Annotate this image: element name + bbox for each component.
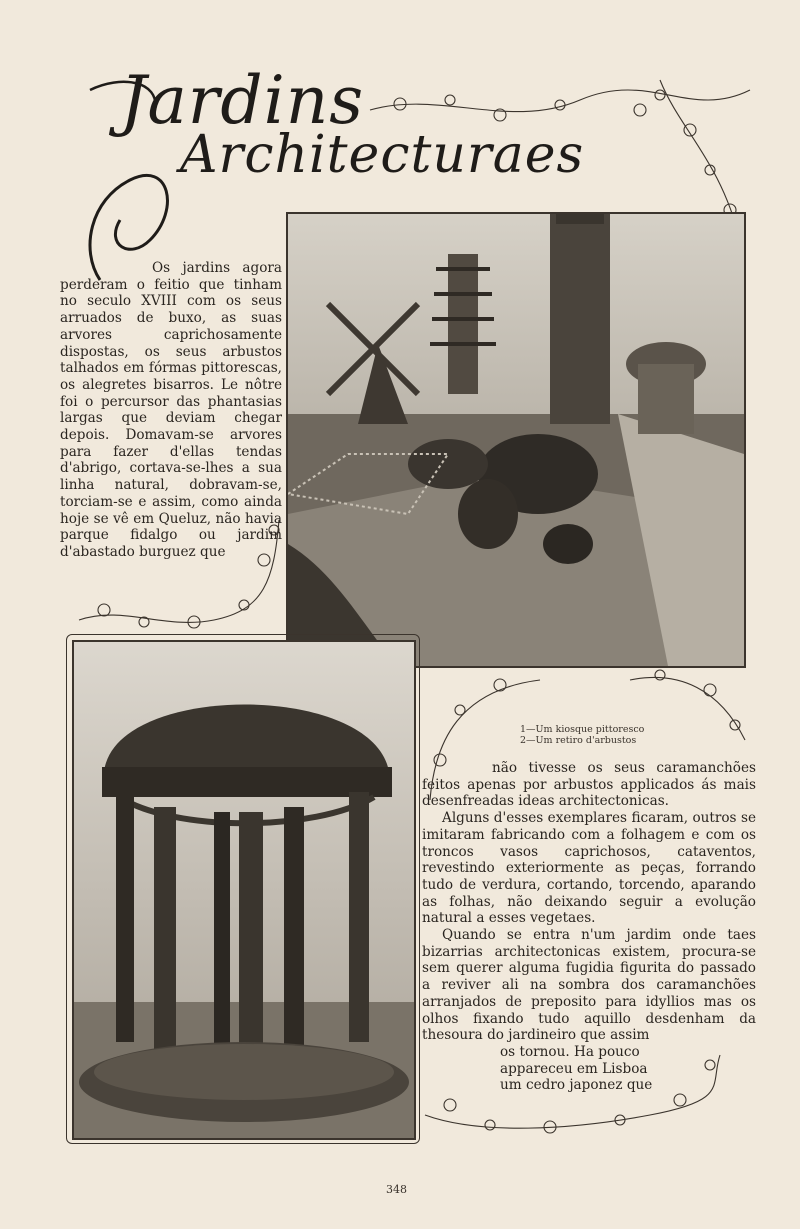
paragraph-3: Quando se entra n'um jardim onde taes bizarrias architectonicas existem, procura-se sem querer alguma fugidia figurita do passado a reviver ali na sombra dos caramanchões arranjados de preposito para idyllios mas os olhos fixando tudo aquillo desdenham da thesoura do jardineiro que assim [422, 927, 756, 1044]
page-number: 348 [386, 1183, 407, 1196]
photo-gazebo [72, 640, 416, 1140]
paragraph-tail-3: um cedro japonez que [500, 1077, 653, 1094]
paragraph-1: não tivesse os seus caramanchões feitos apenas por arbustos applicados ás mais desenfreadas ideas architectonicas. [422, 760, 756, 810]
article-text-right [422, 760, 756, 1094]
topiary-garden-image [288, 214, 744, 666]
paragraph-2: Alguns d'esses exemplares ficaram, outros se imitaram fabricando com a folhagem e com os troncos vasos caprichosos, cataventos, revestindo exteriormente as peças, forrando tudo de verdura, cortando, torcendo, aparando as folhas, não deixando seguir a evolução natural a esses vegetaes. [422, 810, 756, 927]
title-line-1: Jardins [120, 62, 365, 139]
gazebo-image [74, 642, 414, 1138]
caption-line-1: 1—Um kiosque pittoresco [520, 724, 645, 735]
paragraph-tail-2: appareceu em Lisboa [500, 1060, 648, 1077]
photo-caption [520, 724, 710, 746]
article-text-left: Os jardins agora perderam o feitio que tinham no seculo XVIII com os seus arruados de buxo, as suas arvores caprichosamente dispostas, os seus arbustos talhados em fórmas pittorescas, os alegretes bisarros. Le nôtre foi o percursor das phantasias largas que deviam chegar depois. Domavam-se arvores para fazer d'ellas tendas d'abrigo, cortava-se-lhes a sua linha natural, dobravam-se, torciam-se e assim, como ainda hoje se vê em Queluz, não havia parque fidalgo ou jardim d'abastado burguez que [60, 260, 282, 560]
paragraph-tail-1: os tornou. Ha pouco [500, 1043, 640, 1060]
caption-line-2: 2—Um retiro d'arbustos [520, 735, 637, 746]
photo-topiary-garden [286, 212, 746, 668]
title-line-2: Architecturaes [180, 125, 585, 185]
